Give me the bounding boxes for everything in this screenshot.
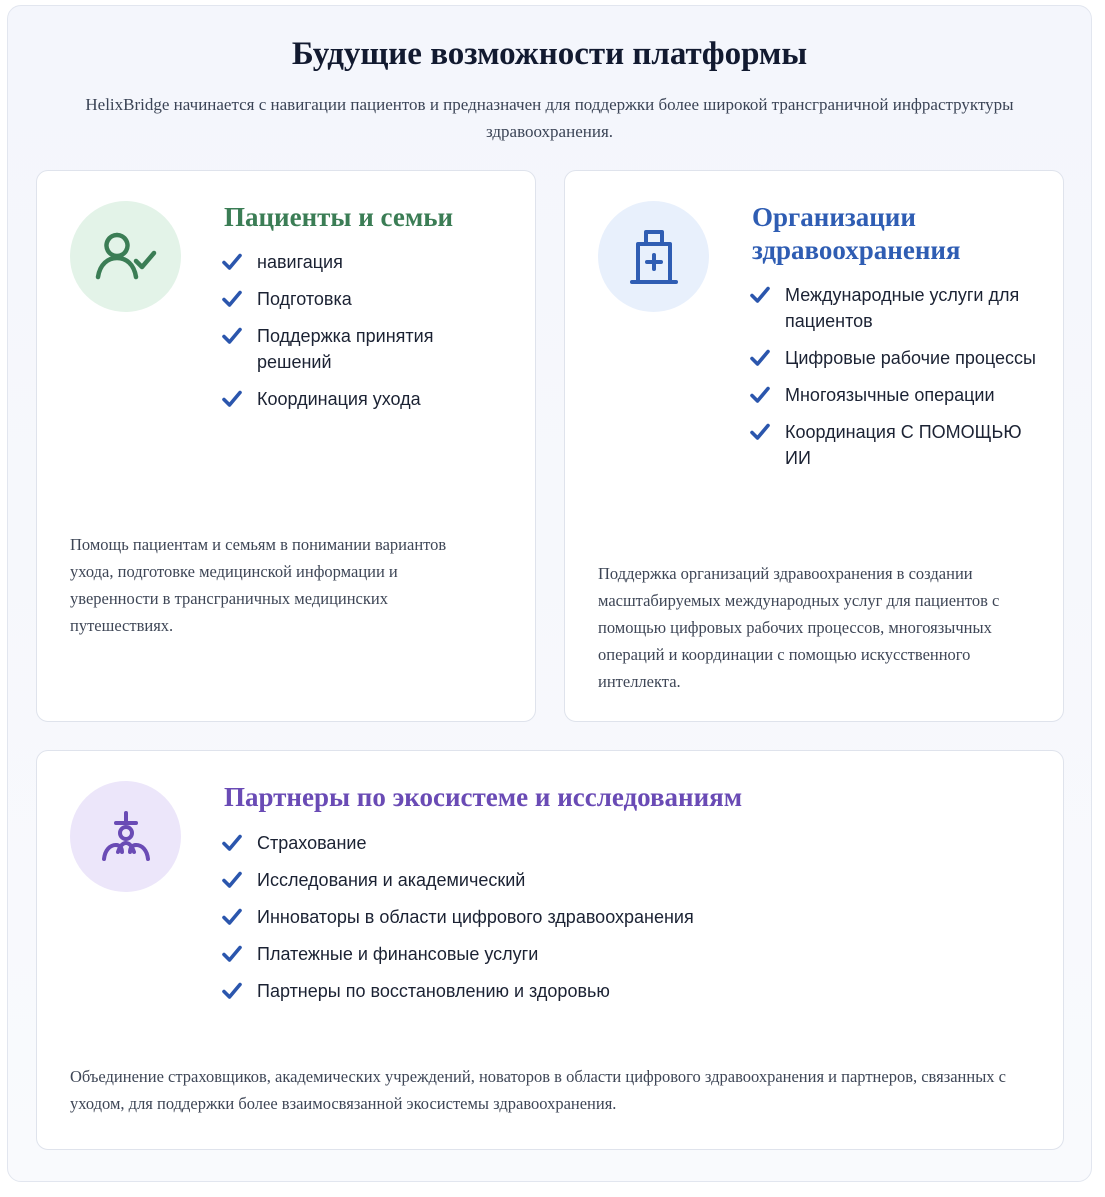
- card-description: Объединение страховщиков, академических учреждений, новаторов в области цифрового здравоохранения и партнеров, связанных с уходом, для поддержки более взаимосвязанной экосистемы здравоохранения.: [70, 1067, 1007, 1113]
- card-title: Организации здравоохранения: [752, 202, 961, 265]
- check-icon: [750, 349, 770, 367]
- feature-list: [222, 249, 512, 423]
- list-item: [750, 382, 1040, 408]
- check-icon: [222, 390, 242, 408]
- list-item: [222, 941, 922, 967]
- feature-list: [750, 282, 1040, 482]
- list-item-label: Поддержка принятия решений: [257, 326, 434, 372]
- card-patients: [36, 170, 536, 722]
- check-icon: [222, 982, 242, 1000]
- check-icon: [222, 871, 242, 889]
- card-description: Помощь пациентам и семьям в понимании вариантов ухода, подготовке медицинской информации и уверенности в трансграничных медицинских путешествиях.: [70, 535, 447, 635]
- list-item-label: Цифровые рабочие процессы: [785, 348, 1036, 368]
- list-item-label: Многоязычные операции: [785, 385, 995, 405]
- card-title: Пациенты и семьи: [224, 202, 454, 232]
- card-organizations: [564, 170, 1064, 722]
- card-partners: [36, 750, 1064, 1150]
- page-title: Будущие возможности платформы: [291, 36, 808, 72]
- page-subtitle: HelixBridge начинается с навигации пациентов и предназначен для поддержки более широкой трансграничной инфраструктуры здравоохранения.: [85, 95, 1014, 141]
- check-icon: [222, 908, 242, 926]
- list-item-label: Партнеры по восстановлению и здоровью: [257, 981, 610, 1001]
- card-title: Партнеры по экосистеме и исследованиям: [224, 782, 743, 812]
- list-item: [222, 323, 512, 375]
- list-item: [222, 904, 922, 930]
- list-item-label: Координация ухода: [257, 389, 421, 409]
- list-item: [222, 286, 512, 312]
- list-item: [222, 978, 922, 1004]
- list-item: [750, 419, 1040, 471]
- list-item: [750, 345, 1040, 371]
- list-item: [222, 867, 922, 893]
- check-icon: [750, 423, 770, 441]
- list-item: [222, 249, 512, 275]
- hospital-icon: [628, 228, 680, 286]
- network-people-icon: [98, 810, 154, 864]
- check-icon: [222, 327, 242, 345]
- list-item: [750, 282, 1040, 334]
- hospital-icon-circle: [598, 201, 709, 312]
- list-item-label: Инноваторы в области цифрового здравоохранения: [257, 907, 694, 927]
- person-check-icon: [94, 231, 158, 283]
- list-item-label: Подготовка: [257, 289, 352, 309]
- list-item-label: Координация С ПОМОЩЬЮ ИИ: [785, 422, 1022, 468]
- card-description: Поддержка организаций здравоохранения в создании масштабируемых международных услуг для пациентов с помощью цифровых рабочих процессов, многоязычных операций и координации с помощью искусственного интеллекта.: [598, 564, 1000, 691]
- list-item-label: Платежные и финансовые услуги: [257, 944, 539, 964]
- network-people-icon-circle: [70, 781, 181, 892]
- check-icon: [222, 290, 242, 308]
- list-item-label: навигация: [257, 252, 343, 272]
- check-icon: [222, 834, 242, 852]
- check-icon: [222, 945, 242, 963]
- check-icon: [750, 386, 770, 404]
- list-item: [222, 830, 922, 856]
- person-check-icon-circle: [70, 201, 181, 312]
- check-icon: [750, 286, 770, 304]
- list-item-label: Исследования и академический: [257, 870, 526, 890]
- list-item: [222, 386, 512, 412]
- feature-list: [222, 830, 922, 1015]
- list-item-label: Международные услуги для пациентов: [785, 285, 1020, 331]
- capabilities-panel: [7, 5, 1092, 1182]
- list-item-label: Страхование: [257, 833, 367, 853]
- check-icon: [222, 253, 242, 271]
